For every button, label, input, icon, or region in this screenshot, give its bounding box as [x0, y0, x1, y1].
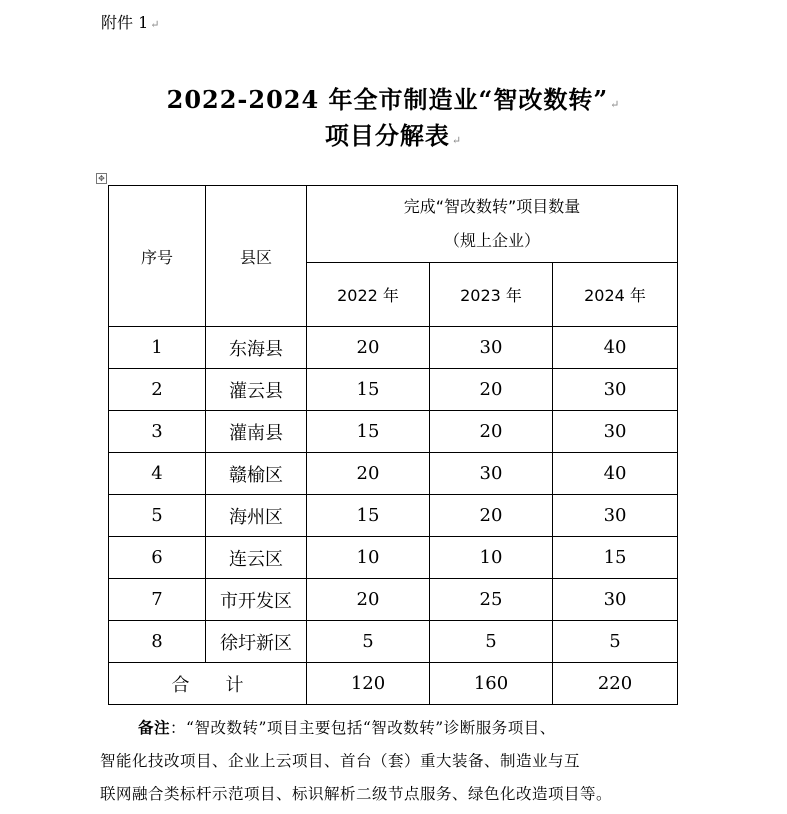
- cell-seq: 8: [109, 621, 206, 663]
- cell-seq: 1: [109, 327, 206, 369]
- cell-county: 徐圩新区: [206, 621, 307, 663]
- cell-2023: 30: [430, 453, 553, 495]
- table-total-row: [109, 663, 678, 705]
- remarks-paragraph: [100, 712, 700, 811]
- document-title-line1: 2022-2024 年全市制造业“智改数转” ↵: [166, 85, 621, 114]
- cell-2022: 5: [307, 621, 430, 663]
- table-row: [109, 579, 678, 621]
- paragraph-mark-icon: ↵: [610, 98, 621, 111]
- header-year-2023: 2023 年: [430, 263, 553, 327]
- cell-county: 市开发区: [206, 579, 307, 621]
- cell-2024: 5: [553, 621, 678, 663]
- cell-2023: 25: [430, 579, 553, 621]
- remarks-line1: 备注：“智改数转”项目主要包括“智改数转”诊断服务项目、: [138, 719, 556, 737]
- remarks-label: 备注: [138, 719, 171, 737]
- cell-total-2023: 160: [430, 663, 553, 705]
- cell-2022: 15: [307, 495, 430, 537]
- cell-seq: 5: [109, 495, 206, 537]
- cell-county: 东海县: [206, 327, 307, 369]
- cell-2024: 30: [553, 579, 678, 621]
- remarks-line2: 智能化技改项目、企业上云项目、首台（套）重大装备、制造业与互: [100, 752, 581, 770]
- table-row: [109, 327, 678, 369]
- cell-seq: 6: [109, 537, 206, 579]
- header-year-2022: 2022 年: [307, 263, 430, 327]
- cell-2024: 40: [553, 453, 678, 495]
- cell-seq: 2: [109, 369, 206, 411]
- cell-2022: 10: [307, 537, 430, 579]
- header-seq: 序号: [109, 186, 206, 327]
- cell-2022: 15: [307, 411, 430, 453]
- table-row: [109, 411, 678, 453]
- cell-2024: 30: [553, 369, 678, 411]
- cell-2023: 20: [430, 495, 553, 537]
- cell-county: 灌南县: [206, 411, 307, 453]
- cell-2024: 40: [553, 327, 678, 369]
- cell-2023: 20: [430, 369, 553, 411]
- cell-seq: 4: [109, 453, 206, 495]
- cell-county: 连云区: [206, 537, 307, 579]
- cell-2022: 15: [307, 369, 430, 411]
- header-project-count: [307, 186, 678, 263]
- cell-2024: 30: [553, 411, 678, 453]
- header-year-2024: 2024 年: [553, 263, 678, 327]
- table-row: [109, 495, 678, 537]
- remarks-line3: 联网融合类标杆示范项目、标识解析二级节点服务、绿色化改造项目等。: [100, 785, 613, 803]
- table-row: [109, 537, 678, 579]
- cell-2022: 20: [307, 453, 430, 495]
- cell-seq: 3: [109, 411, 206, 453]
- project-breakdown-table: [108, 185, 678, 705]
- paragraph-mark-icon: ↵: [150, 18, 160, 31]
- attachment-label: 附件 1 ↵: [101, 13, 160, 32]
- cell-county: 海州区: [206, 495, 307, 537]
- cell-2022: 20: [307, 327, 430, 369]
- cell-2023: 30: [430, 327, 553, 369]
- cell-2023: 20: [430, 411, 553, 453]
- cell-seq: 7: [109, 579, 206, 621]
- cell-county: 灌云县: [206, 369, 307, 411]
- cell-2022: 20: [307, 579, 430, 621]
- table-row: [109, 369, 678, 411]
- table-move-handle-icon[interactable]: ✥: [96, 173, 107, 184]
- document-title-line2: 项目分解表 ↵: [324, 121, 463, 150]
- cell-2023: 5: [430, 621, 553, 663]
- cell-total-2024: 220: [553, 663, 678, 705]
- cell-2023: 10: [430, 537, 553, 579]
- table-row: [109, 453, 678, 495]
- cell-2024: 30: [553, 495, 678, 537]
- cell-total-label: 合 计: [109, 663, 307, 705]
- table-row: [109, 621, 678, 663]
- cell-total-2022: 120: [307, 663, 430, 705]
- cell-county: 赣榆区: [206, 453, 307, 495]
- header-project-count-line1: 完成“智改数转”项目数量: [403, 197, 581, 216]
- paragraph-mark-icon: ↵: [451, 134, 463, 147]
- cell-2024: 15: [553, 537, 678, 579]
- header-county: 县区: [206, 186, 307, 327]
- header-project-count-line2: （规上企业）: [444, 231, 541, 250]
